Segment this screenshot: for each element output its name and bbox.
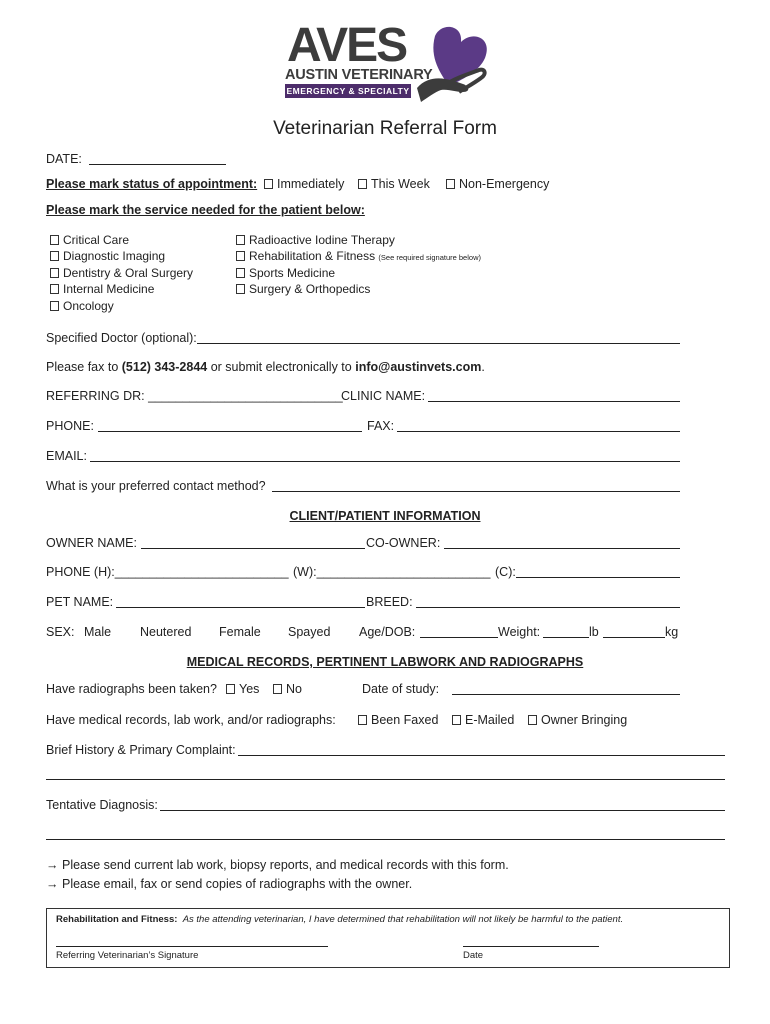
lb-unit: lb <box>589 625 599 639</box>
logo-tagline: EMERGENCY & SPECIALTY <box>286 86 410 96</box>
phone-cell-field[interactable] <box>516 577 680 578</box>
breed-label: BREED: <box>366 595 413 609</box>
logo-wordmark: AVES <box>287 19 407 72</box>
service-internal-medicine[interactable]: Internal Medicine <box>50 282 154 296</box>
contact-method-label: What is your preferred contact method? <box>46 479 266 493</box>
clinic-name-field[interactable] <box>428 401 680 402</box>
status-immediately[interactable]: Immediately <box>264 177 344 191</box>
weight-lb-field[interactable] <box>543 637 589 638</box>
checkbox-icon[interactable] <box>236 268 245 278</box>
status-this-week[interactable]: This Week <box>358 177 430 191</box>
checkbox-icon[interactable] <box>50 284 59 294</box>
referring-dr-label: REFERRING DR: ____________________________ <box>46 389 343 403</box>
contact-method-field[interactable] <box>272 491 680 492</box>
email-field[interactable] <box>90 461 680 462</box>
history-field-2[interactable] <box>46 779 725 780</box>
radiographs-question: Have radiographs been taken? <box>46 682 217 696</box>
sex-male[interactable]: Male <box>84 625 112 639</box>
phone-label: PHONE: <box>46 419 94 433</box>
checkbox-icon[interactable] <box>358 179 367 189</box>
pet-name-field[interactable] <box>116 607 365 608</box>
email-label: EMAIL: <box>46 449 87 463</box>
owner-name-field[interactable] <box>141 548 365 549</box>
fax-instructions: Please fax to (512) 343-2844 or submit electronically to info@austinvets.com. <box>46 360 485 374</box>
service-diagnostic-imaging[interactable]: Diagnostic Imaging <box>50 249 165 263</box>
specified-doctor-label: Specified Doctor (optional): <box>46 331 197 345</box>
client-header: CLIENT/PATIENT INFORMATION <box>289 509 481 523</box>
specified-doctor-field[interactable] <box>197 343 680 344</box>
sex-neutered[interactable]: Neutered <box>140 625 192 639</box>
service-dentistry[interactable]: Dentistry & Oral Surgery <box>50 266 193 280</box>
signature-label: Referring Veterinarian’s Signature <box>56 950 199 961</box>
diagnosis-field-2[interactable] <box>46 839 725 840</box>
signature-date-field[interactable] <box>463 946 599 947</box>
status-non-emergency[interactable]: Non-Emergency <box>446 177 549 191</box>
signature-date-label: Date <box>463 950 484 961</box>
pet-name-label: PET NAME: <box>46 595 114 609</box>
date-of-study-field[interactable] <box>452 694 680 695</box>
records-faxed[interactable]: Been Faxed <box>358 713 438 727</box>
co-owner-label: CO-OWNER: <box>366 536 441 550</box>
rehab-statement: Rehabilitation and Fitness: As the attending veterinarian, I have determined that rehabilitation will not likely be harmful to the patient. <box>56 914 624 925</box>
page-title: Veterinarian Referral Form <box>273 118 497 139</box>
status-label: Please mark status of appointment: <box>46 177 258 191</box>
phone-work-label: (W):_________________________ <box>293 565 491 579</box>
radiographs-yes[interactable]: Yes <box>226 682 259 696</box>
checkbox-icon[interactable] <box>50 251 59 261</box>
checkbox-icon[interactable] <box>273 684 282 694</box>
records-owner-bringing[interactable]: Owner Bringing <box>528 713 627 727</box>
signature-field[interactable] <box>56 946 328 947</box>
service-critical-care[interactable]: Critical Care <box>50 233 129 247</box>
records-question: Have medical records, lab work, and/or radiographs: <box>46 713 336 727</box>
checkbox-icon[interactable] <box>50 301 59 311</box>
checkbox-icon[interactable] <box>358 715 367 725</box>
co-owner-field[interactable] <box>444 548 680 549</box>
checkbox-icon[interactable] <box>50 268 59 278</box>
service-radioactive-iodine[interactable]: Radioactive Iodine Therapy <box>236 233 395 247</box>
service-sports-medicine[interactable]: Sports Medicine <box>236 266 335 280</box>
age-dob-field[interactable] <box>420 637 498 638</box>
weight-kg-field[interactable] <box>603 637 665 638</box>
date-of-study-label: Date of study: <box>362 682 440 696</box>
records-emailed[interactable]: E-Mailed <box>452 713 514 727</box>
checkbox-icon[interactable] <box>264 179 273 189</box>
history-field-1[interactable] <box>238 755 725 756</box>
phone-field[interactable] <box>98 431 362 432</box>
owner-name-label: OWNER NAME: <box>46 536 137 550</box>
heart-hand-icon <box>411 22 493 104</box>
kg-unit: kg <box>665 625 679 639</box>
rehab-note: (See required signature below) <box>378 253 481 262</box>
checkbox-icon[interactable] <box>452 715 461 725</box>
checkbox-icon[interactable] <box>446 179 455 189</box>
sex-label: SEX: <box>46 625 75 639</box>
phone-cell-label: (C): <box>495 565 516 579</box>
weight-label: Weight: <box>498 625 541 639</box>
diagnosis-label: Tentative Diagnosis: <box>46 798 158 812</box>
email-link[interactable]: info@austinvets.com <box>355 360 482 374</box>
service-rehabilitation[interactable]: Rehabilitation & Fitness (See required signature below) <box>236 249 481 263</box>
aves-logo <box>283 19 493 104</box>
arrow-right-icon: → <box>46 858 59 872</box>
fax-field[interactable] <box>397 431 680 432</box>
date-field[interactable] <box>89 164 226 165</box>
sex-spayed[interactable]: Spayed <box>288 625 331 639</box>
sex-female[interactable]: Female <box>219 625 261 639</box>
age-dob-label: Age/DOB: <box>359 625 416 639</box>
service-surgery[interactable]: Surgery & Orthopedics <box>236 282 370 296</box>
note-radiographs: → Please email, fax or send copies of radiographs with the owner. <box>46 877 413 891</box>
checkbox-icon[interactable] <box>50 235 59 245</box>
note-lab-work: → Please send current lab work, biopsy reports, and medical records with this form. <box>46 858 509 872</box>
arrow-right-icon: → <box>46 877 59 891</box>
checkbox-icon[interactable] <box>236 235 245 245</box>
radiographs-no[interactable]: No <box>273 682 302 696</box>
phone-home-label: PHONE (H):_________________________ <box>46 565 289 579</box>
service-label: Please mark the service needed for the patient below: <box>46 203 365 217</box>
clinic-name-label: CLINIC NAME: <box>341 389 426 403</box>
checkbox-icon[interactable] <box>236 284 245 294</box>
checkbox-icon[interactable] <box>236 251 245 261</box>
breed-field[interactable] <box>416 607 680 608</box>
checkbox-icon[interactable] <box>226 684 235 694</box>
checkbox-icon[interactable] <box>528 715 537 725</box>
medical-header: MEDICAL RECORDS, PERTINENT LABWORK AND RADIOGRAPHS <box>186 655 584 669</box>
logo-name: AUSTIN VETERINARY <box>285 67 433 83</box>
service-oncology[interactable]: Oncology <box>50 299 114 313</box>
diagnosis-field-1[interactable] <box>160 810 725 811</box>
date-label: DATE: <box>46 152 82 166</box>
history-label: Brief History & Primary Complaint: <box>46 743 236 757</box>
fax-label: FAX: <box>367 419 395 433</box>
